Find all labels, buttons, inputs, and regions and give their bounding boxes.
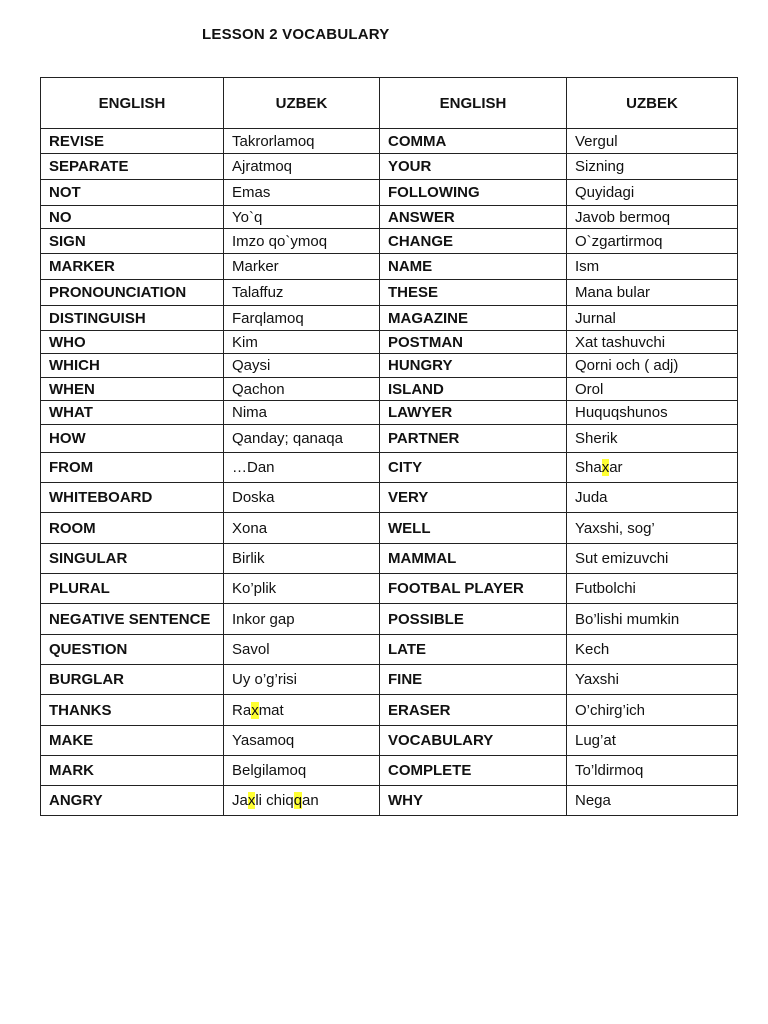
uzbek-translation: Marker <box>224 254 380 280</box>
table-row <box>41 154 738 180</box>
word-fragment: ar <box>609 459 623 476</box>
uzbek-translation: Doska <box>224 483 380 513</box>
english-word: COMMA <box>380 129 567 154</box>
table-row <box>41 206 738 229</box>
uzbek-translation: Orol <box>567 378 738 401</box>
uzbek-translation: Xona <box>224 513 380 544</box>
uzbek-translation: Huquqshunos <box>567 401 738 425</box>
table-row <box>41 756 738 786</box>
table-row <box>41 635 738 665</box>
uzbek-translation: Qorni och ( adj) <box>567 354 738 378</box>
english-word: NO <box>41 206 224 229</box>
english-word: REVISE <box>41 129 224 154</box>
english-word: PRONOUNCIATION <box>41 280 224 306</box>
table-row <box>41 306 738 331</box>
table-row <box>41 229 738 254</box>
english-word: MAMMAL <box>380 544 567 574</box>
uzbek-translation: O`zgartirmoq <box>567 229 738 254</box>
uzbek-translation: Talaffuz <box>224 280 380 306</box>
uzbek-translation: Yaxshi, sog’ <box>567 513 738 544</box>
highlighted-letter: q <box>293 792 303 809</box>
uzbek-translation <box>224 695 380 726</box>
english-word: HUNGRY <box>380 354 567 378</box>
english-word: LATE <box>380 635 567 665</box>
english-word: MARK <box>41 756 224 786</box>
vocabulary-body <box>41 129 738 816</box>
english-word: SEPARATE <box>41 154 224 180</box>
uzbek-translation: Sherik <box>567 425 738 453</box>
uzbek-translation: Yaxshi <box>567 665 738 695</box>
table-row <box>41 574 738 604</box>
word-fragment: mat <box>258 701 284 719</box>
uzbek-translation: …Dan <box>224 453 380 483</box>
uzbek-translation <box>224 786 380 816</box>
uzbek-translation: Qachon <box>224 378 380 401</box>
table-header-row <box>41 78 738 129</box>
uzbek-translation: Juda <box>567 483 738 513</box>
table-row <box>41 453 738 483</box>
uzbek-translation: Sut emizuvchi <box>567 544 738 574</box>
table-row <box>41 726 738 756</box>
highlighted-letter: x <box>251 701 259 719</box>
uzbek-translation: Jurnal <box>567 306 738 331</box>
english-word: NEGATIVE SENTENCE <box>41 604 224 635</box>
english-word: WHEN <box>41 378 224 401</box>
uzbek-translation: Vergul <box>567 129 738 154</box>
english-word: ANGRY <box>41 786 224 816</box>
english-word: FOOTBAL PLAYER <box>380 574 567 604</box>
uzbek-translation: O’chirg’ich <box>567 695 738 726</box>
english-word: POSTMAN <box>380 331 567 354</box>
table-row <box>41 354 738 378</box>
uzbek-translation: Bo’lishi mumkin <box>567 604 738 635</box>
english-word: SIGN <box>41 229 224 254</box>
table-row <box>41 280 738 306</box>
uzbek-translation: Lug’at <box>567 726 738 756</box>
uzbek-translation: Inkor gap <box>224 604 380 635</box>
table-row <box>41 786 738 816</box>
word-fragment: Sha <box>575 459 602 476</box>
uzbek-translation: Mana bular <box>567 280 738 306</box>
uzbek-translation: Kech <box>567 635 738 665</box>
uzbek-translation: Yo`q <box>224 206 380 229</box>
header-uzbek-1: UZBEK <box>224 78 380 129</box>
highlighted-letter: x <box>247 792 256 809</box>
english-word: WHICH <box>41 354 224 378</box>
uzbek-translation: Nega <box>567 786 738 816</box>
table-row <box>41 129 738 154</box>
table-row <box>41 695 738 726</box>
english-word: BURGLAR <box>41 665 224 695</box>
english-word: CHANGE <box>380 229 567 254</box>
english-word: QUESTION <box>41 635 224 665</box>
english-word: MAGAZINE <box>380 306 567 331</box>
english-word: WELL <box>380 513 567 544</box>
word-fragment: Ra <box>232 701 252 719</box>
table-row <box>41 180 738 206</box>
english-word: WHITEBOARD <box>41 483 224 513</box>
english-word: FROM <box>41 453 224 483</box>
english-word: WHY <box>380 786 567 816</box>
uzbek-translation: Ko’plik <box>224 574 380 604</box>
english-word: PLURAL <box>41 574 224 604</box>
word-fragment: an <box>302 792 319 809</box>
table-row <box>41 254 738 280</box>
english-word: ISLAND <box>380 378 567 401</box>
uzbek-translation: Yasamoq <box>224 726 380 756</box>
english-word: LAWYER <box>380 401 567 425</box>
table-row <box>41 331 738 354</box>
english-word: FOLLOWING <box>380 180 567 206</box>
table-row <box>41 483 738 513</box>
header-english-1: ENGLISH <box>41 78 224 129</box>
uzbek-translation: Birlik <box>224 544 380 574</box>
uzbek-translation: Qanday; qanaqa <box>224 425 380 453</box>
english-word: POSSIBLE <box>380 604 567 635</box>
uzbek-translation: Qaysi <box>224 354 380 378</box>
header-english-2: ENGLISH <box>380 78 567 129</box>
english-word: WHO <box>41 331 224 354</box>
uzbek-translation: Imzo qo`ymoq <box>224 229 380 254</box>
uzbek-translation: Savol <box>224 635 380 665</box>
english-word: MAKE <box>41 726 224 756</box>
table-row <box>41 378 738 401</box>
highlighted-letter: x <box>601 459 610 476</box>
vocabulary-table <box>40 77 738 816</box>
uzbek-translation: Uy o’g’risi <box>224 665 380 695</box>
table-row <box>41 513 738 544</box>
table-row <box>41 604 738 635</box>
english-word: FINE <box>380 665 567 695</box>
uzbek-translation: Javob bermoq <box>567 206 738 229</box>
english-word: NAME <box>380 254 567 280</box>
english-word: PARTNER <box>380 425 567 453</box>
english-word: VERY <box>380 483 567 513</box>
uzbek-translation: Xat tashuvchi <box>567 331 738 354</box>
english-word: VOCABULARY <box>380 726 567 756</box>
word-fragment: li chiq <box>255 792 294 809</box>
uzbek-translation: To’ldirmoq <box>567 756 738 786</box>
english-word: NOT <box>41 180 224 206</box>
uzbek-translation: Farqlamoq <box>224 306 380 331</box>
table-row <box>41 425 738 453</box>
page-title: LESSON 2 VOCABULARY <box>202 26 390 43</box>
english-word: MARKER <box>41 254 224 280</box>
uzbek-translation: Nima <box>224 401 380 425</box>
table-row <box>41 665 738 695</box>
english-word: YOUR <box>380 154 567 180</box>
english-word: ANSWER <box>380 206 567 229</box>
table-row <box>41 401 738 425</box>
uzbek-translation: Kim <box>224 331 380 354</box>
english-word: COMPLETE <box>380 756 567 786</box>
english-word: CITY <box>380 453 567 483</box>
english-word: WHAT <box>41 401 224 425</box>
uzbek-translation: Sizning <box>567 154 738 180</box>
header-uzbek-2: UZBEK <box>567 78 738 129</box>
uzbek-translation: Emas <box>224 180 380 206</box>
uzbek-translation: Belgilamoq <box>224 756 380 786</box>
uzbek-translation <box>567 453 738 483</box>
english-word: ERASER <box>380 695 567 726</box>
uzbek-translation: Ism <box>567 254 738 280</box>
english-word: HOW <box>41 425 224 453</box>
table-row <box>41 544 738 574</box>
uzbek-translation: Quyidagi <box>567 180 738 206</box>
english-word: THESE <box>380 280 567 306</box>
english-word: ROOM <box>41 513 224 544</box>
uzbek-translation: Ajratmoq <box>224 154 380 180</box>
english-word: DISTINGUISH <box>41 306 224 331</box>
english-word: THANKS <box>41 695 224 726</box>
english-word: SINGULAR <box>41 544 224 574</box>
word-fragment: Ja <box>232 792 248 809</box>
uzbek-translation: Futbolchi <box>567 574 738 604</box>
uzbek-translation: Takrorlamoq <box>224 129 380 154</box>
